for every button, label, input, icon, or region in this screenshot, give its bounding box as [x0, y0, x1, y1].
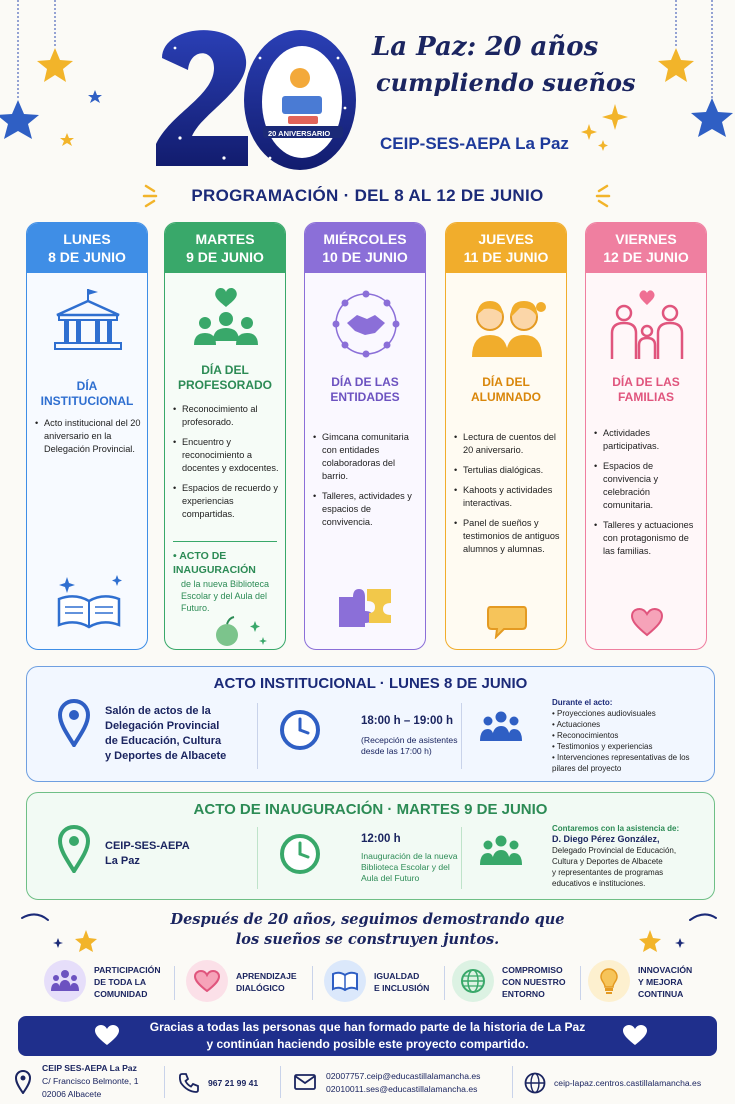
divider	[444, 966, 445, 1000]
email-link[interactable]: 02007757.ceip@educastillalamancha.es	[326, 1071, 481, 1081]
value-igualdad	[324, 960, 454, 1004]
day-name: MARTES	[195, 231, 255, 247]
inauguration-highlight-text: de la nueva Biblioteca Escolar y del Aula del Futuro.	[181, 579, 270, 613]
event-title: ACTO DE INAUGURACIÓN · MARTES 9 DE JUNIO	[193, 801, 548, 818]
day-date: 9 DE JUNIO	[186, 249, 264, 265]
divider	[461, 703, 462, 769]
day-subtitle: DÍA DEL ALUMNADO	[471, 375, 541, 404]
speech-bubble-icon	[486, 603, 528, 639]
heart-icon	[194, 970, 220, 992]
day-card-header	[586, 223, 706, 273]
day-name: MIÉRCOLES	[323, 231, 407, 247]
school-name: CEIP-SES-AEPA La Paz	[380, 134, 569, 153]
list-item: • Actividades participativas.	[594, 427, 700, 453]
day-activity-list	[173, 403, 279, 528]
globe-icon	[524, 1072, 546, 1094]
list-item: • Talleres, actividades y espacios de convivencia.	[313, 490, 419, 529]
inauguration-highlight-title: • ACTO DE INAUGURACIÓN	[173, 550, 256, 576]
phone-icon	[178, 1072, 200, 1094]
heart-icon	[622, 1024, 648, 1046]
location-pin-icon	[14, 1070, 32, 1094]
divider	[280, 1066, 281, 1098]
list-item: • Acto institucional del 20 aniversario en la Delegación Provincial.	[35, 417, 141, 456]
family-icon	[602, 287, 692, 363]
heart-icon	[630, 607, 664, 637]
day-activity-list	[313, 431, 419, 536]
puzzle-pieces-icon	[335, 583, 395, 631]
day-name: LUNES	[63, 231, 111, 247]
divider	[164, 1066, 165, 1098]
divider	[461, 827, 462, 889]
anniversary-badge-text: 20 ANIVERSARIO	[268, 129, 331, 138]
day-card-miercoles	[304, 222, 426, 650]
day-card-martes	[164, 222, 286, 650]
list-item: • Reconocimientos	[552, 731, 619, 740]
list-item: • Actuaciones	[552, 720, 601, 729]
event-time-note: Inauguración de la nueva Biblioteca Escolar y del Aula del Futuro	[361, 851, 458, 883]
footer-address: CEIP SES-AEPA La Paz C/ Francisco Belmonte, 1 02006 Albacete	[42, 1063, 139, 1099]
list-item: • Panel de sueños y testimonios de antiguos alumnos y alumnas.	[454, 517, 560, 556]
value-label: PARTICIPACIÓN DE TODA LA COMUNIDAD	[94, 965, 161, 999]
day-date: 10 DE JUNIO	[322, 249, 408, 265]
footer-website[interactable]: ceip-lapaz.centros.castillalamancha.es	[554, 1078, 702, 1088]
list-item: • Proyecciones audiovisuales	[552, 709, 656, 718]
divider	[173, 541, 277, 542]
day-card-header	[27, 223, 147, 273]
day-activity-list	[35, 417, 141, 463]
event-program-list: Durante el acto: • Proyecciones audiovisuales • Actuaciones • Reconocimientos • Testimonios y experiencias • Intervenciones representativas de los pilares del proyecto	[552, 697, 710, 774]
divider	[174, 966, 175, 1000]
value-innovacion	[588, 960, 718, 1004]
heart-icon	[94, 1024, 120, 1046]
hanging-stars-right-decoration	[650, 0, 735, 150]
day-activity-list	[454, 431, 560, 563]
list-item: • Espacios de recuerdo y experiencias compartidas.	[173, 482, 279, 521]
event-title: ACTO INSTITUCIONAL · LUNES 8 DE JUNIO	[213, 675, 528, 692]
day-card-header	[305, 223, 425, 273]
list-item: • Encuentro y reconocimiento a docentes y exdocentes.	[173, 436, 279, 475]
program-title: PROGRAMACIÓN · DEL 8 AL 12 DE JUNIO	[191, 186, 544, 205]
event-time-note: (Recepción de asistentes desde las 17:00 h)	[361, 735, 458, 756]
open-book-icon	[49, 573, 129, 633]
divider	[257, 827, 258, 889]
day-subtitle: DÍA INSTITUCIONAL	[40, 379, 134, 408]
page-title-line2: cumpliendo sueños	[376, 68, 636, 97]
day-name: JUEVES	[478, 231, 534, 247]
students-children-icon	[464, 291, 550, 361]
list-item: • Lectura de cuentos del 20 aniversario.	[454, 431, 560, 457]
program-title-accent-right	[583, 182, 613, 208]
lightbulb-icon	[600, 967, 618, 995]
globe-icon	[460, 968, 486, 994]
handshake-network-icon	[327, 285, 405, 363]
value-label: IGUALDAD E INCLUSIÓN	[374, 971, 430, 993]
community-group-icon	[51, 969, 79, 993]
value-aprendizaje	[186, 960, 316, 1004]
event-acto-inauguracion	[26, 792, 715, 900]
small-stars-decoration	[55, 85, 115, 155]
day-activity-list	[594, 427, 700, 565]
day-card-lunes	[26, 222, 148, 650]
value-label: COMPROMISO CON NUESTRO ENTORNO	[502, 965, 566, 999]
day-card-viernes	[585, 222, 707, 650]
list-item: • Reconocimiento al profesorado.	[173, 403, 279, 429]
event-location: Salón de actos de la Delegación Provincial de Educación, Cultura y Deportes de Albacete	[105, 705, 227, 762]
list-item: • Talleres y actuaciones con protagonismo de las familias.	[594, 519, 700, 558]
clock-icon	[279, 709, 321, 751]
divider	[257, 703, 258, 769]
day-name: VIERNES	[615, 231, 677, 247]
day-date: 12 DE JUNIO	[603, 249, 689, 265]
value-label: INNOVACIÓN Y MEJORA CONTINUA	[638, 965, 693, 999]
day-date: 11 DE JUNIO	[463, 249, 549, 265]
day-date: 8 DE JUNIO	[48, 249, 126, 265]
thanks-banner: Gracias a todas las personas que han formado parte de la historia de La Paz y continúan haciendo posible este proyecto compartido.	[18, 1016, 717, 1056]
day-card-header	[165, 223, 285, 273]
list-item: • Tertulias dialógicas.	[454, 464, 560, 477]
teachers-group-heart-icon	[191, 283, 261, 351]
institution-building-icon	[51, 285, 125, 355]
day-subtitle: DÍA DE LAS FAMILIAS	[612, 375, 680, 404]
footer-phone[interactable]: 967 21 99 41	[208, 1078, 259, 1088]
list-item: • Intervenciones representativas de los pilares del proyecto	[552, 753, 690, 773]
apple-icon	[209, 615, 269, 649]
footer-emails	[326, 1070, 480, 1104]
day-subtitle: DÍA DE LAS ENTIDADES	[330, 375, 400, 404]
list-item: • Kahoots y actividades interactivas.	[454, 484, 560, 510]
event-time: 18:00 h – 19:00 h	[361, 715, 454, 727]
email-link[interactable]: 02010011.ses@educastillalamancha.es	[326, 1084, 478, 1094]
event-guests: Contaremos con la asistencia de: D. Diego Pérez González, Delegado Provincial de Educación, Cultura y Deportes de Albacete y representantes de programas educativos e instituciones.	[552, 824, 680, 888]
event-acto-institucional	[26, 666, 715, 782]
mail-icon	[294, 1074, 316, 1090]
twenty-anniversary-logo	[150, 18, 360, 178]
divider	[512, 1066, 513, 1098]
audience-group-icon	[479, 709, 523, 743]
day-card-header	[446, 223, 566, 273]
event-time: 12:00 h	[361, 833, 401, 845]
value-label: APRENDIZAJE DIALÓGICO	[236, 971, 297, 993]
closing-sparkles-right-decoration	[620, 908, 720, 954]
divider	[580, 966, 581, 1000]
closing-message: Después de 20 años, seguimos demostrando que los sueños se construyen juntos.	[170, 911, 565, 948]
list-item: • Espacios de convivencia y celebración comunitaria.	[594, 460, 700, 512]
value-compromiso	[452, 960, 587, 1004]
value-participacion	[44, 960, 179, 1004]
clock-icon	[279, 833, 321, 875]
day-card-jueves	[445, 222, 567, 650]
audience-group-icon	[479, 833, 523, 867]
day-subtitle: DÍA DEL PROFESORADO	[177, 363, 272, 392]
location-pin-icon	[57, 699, 91, 747]
event-location: CEIP-SES-AEPA La Paz	[105, 840, 190, 867]
sparkle-stars-decoration	[575, 96, 645, 156]
divider	[312, 966, 313, 1000]
list-item: • Gimcana comunitaria con entidades colaboradoras del barrio.	[313, 431, 419, 483]
open-book-icon	[331, 971, 359, 991]
page-title-line1: La Paz: 20 años	[372, 32, 599, 62]
header	[0, 0, 735, 178]
location-pin-icon	[57, 825, 91, 873]
list-item: • Testimonios y experiencias	[552, 742, 653, 751]
